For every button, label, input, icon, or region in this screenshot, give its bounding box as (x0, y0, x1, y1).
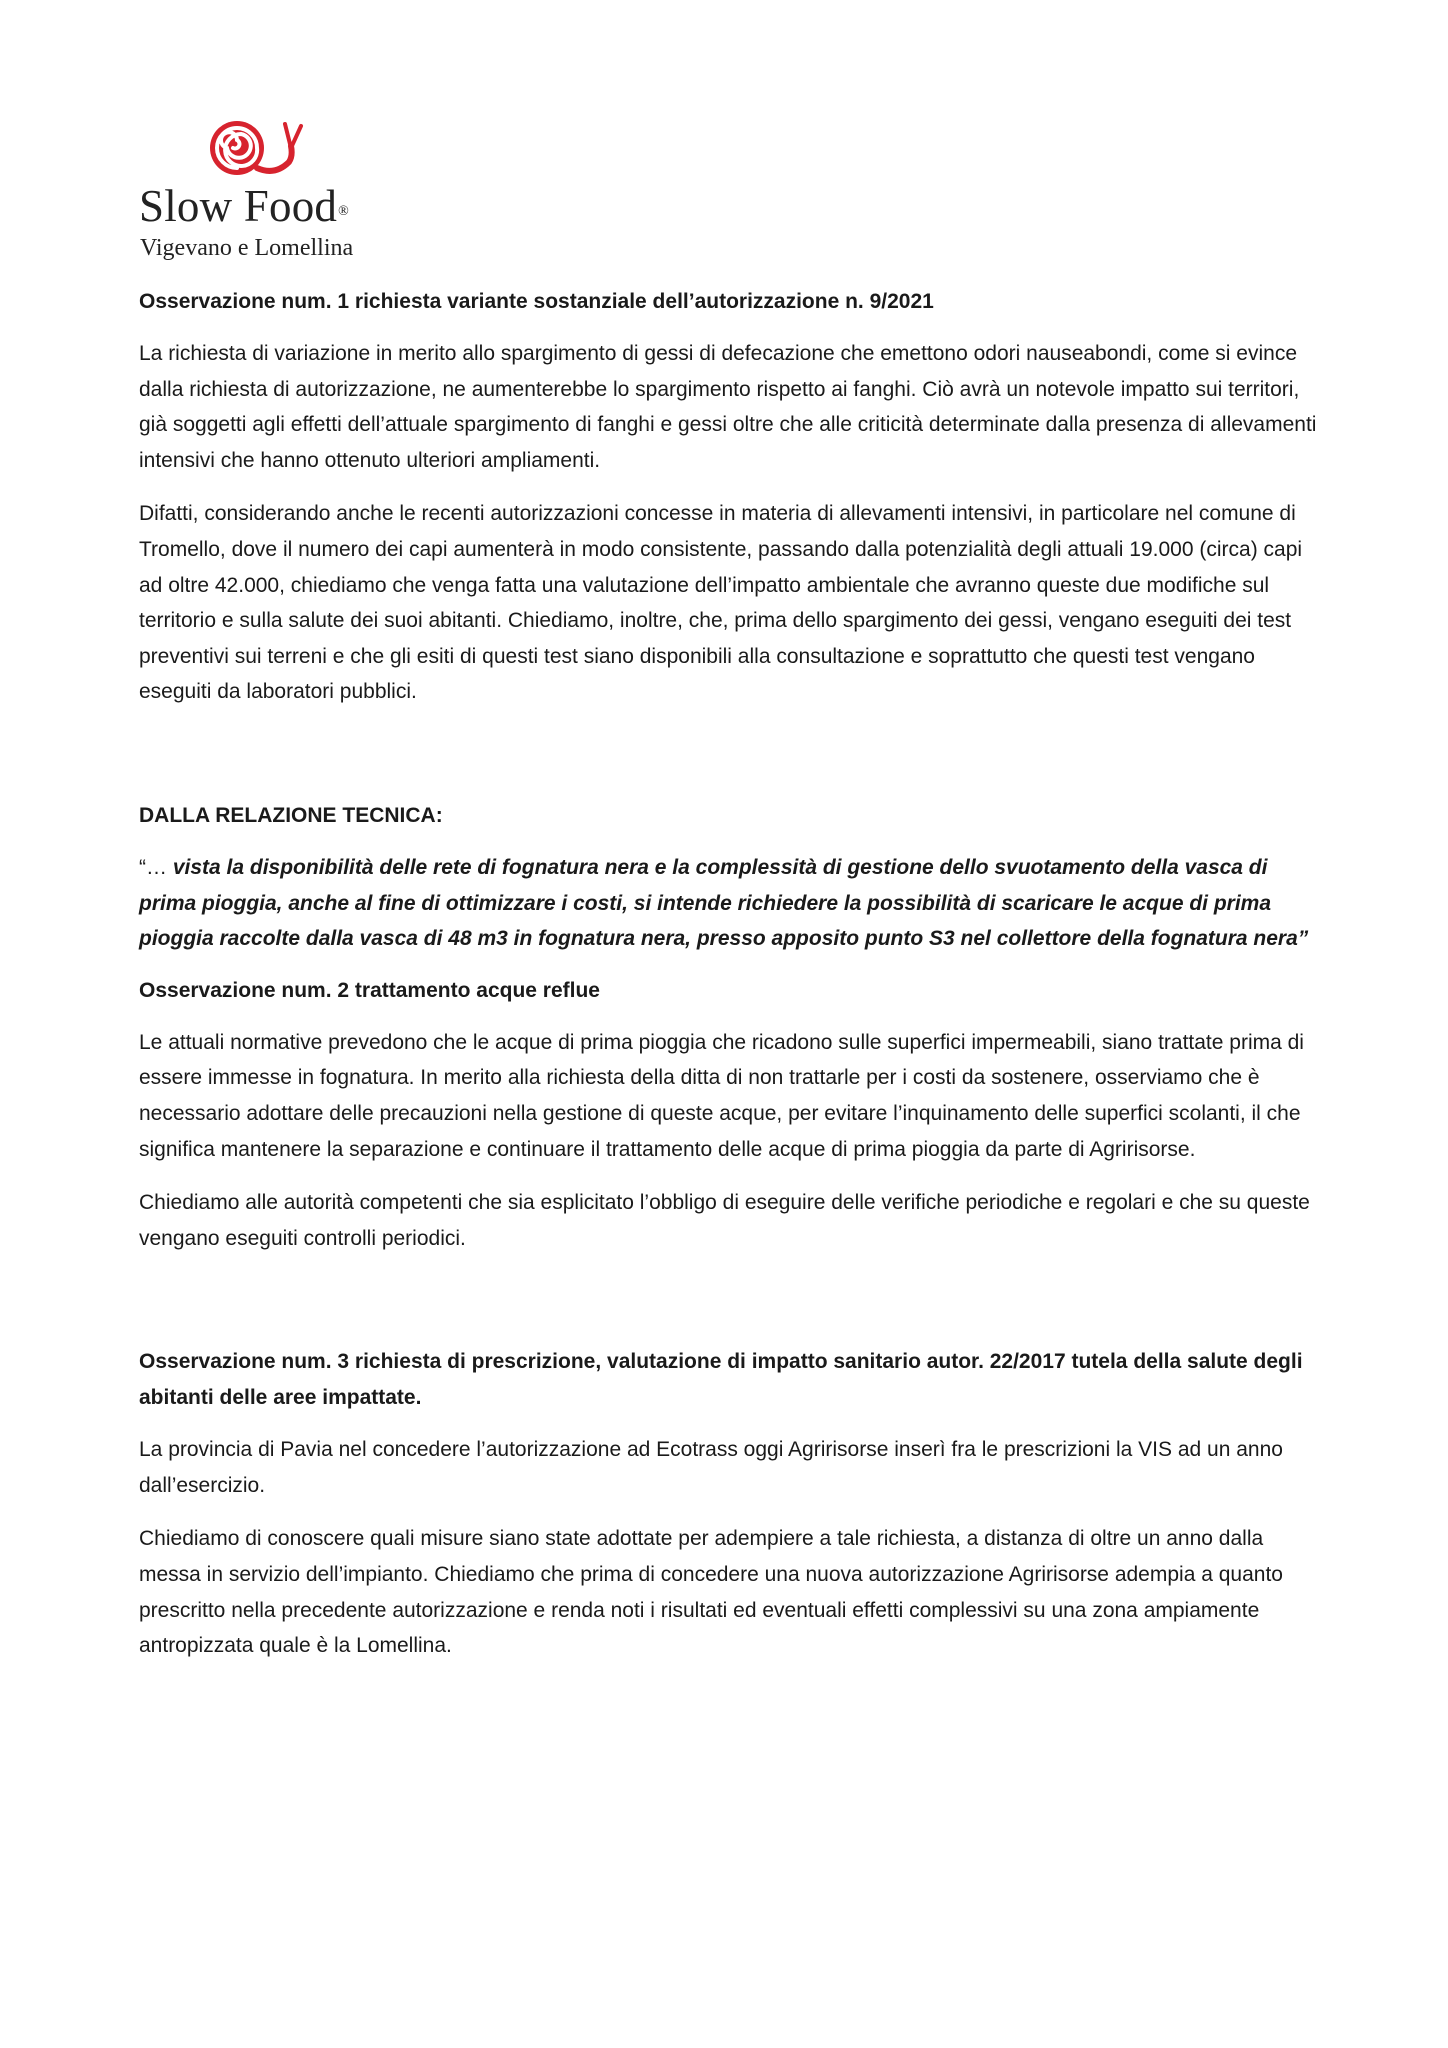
technical-report-heading: DALLA RELAZIONE TECNICA: (139, 803, 443, 827)
observation-2-paragraph-2: Chiediamo alle autorità competenti che sia esplicitato l’obbligo di eseguire delle verifiche periodiche e regolari e che su queste vengano eseguiti controlli periodici. (139, 1191, 1310, 1250)
technical-report-quote (139, 850, 1329, 957)
observation-2-paragraph-1: Le attuali normative prevedono che le acque di prima pioggia che ricadono sulle superfici impermeabili, siano trattate prima di essere immesse in fognatura. In merito alla richiesta della ditta di non trattarle per i costi da sostenere, osserviamo che è necessario adottare delle precauzioni nella gestione di queste acque, per evitare l’inquinamento delle superfici scolanti, il che significa mantenere la separazione e continuare il trattamento delle acque di prima pioggia da parte di Agririsorse. (139, 1030, 1304, 1161)
document-body (139, 284, 1329, 1664)
slow-food-logo (139, 116, 399, 266)
quote-opening: “… (139, 855, 173, 879)
snail-icon (205, 116, 305, 180)
observation-3-heading: Osservazione num. 3 richiesta di prescrizione, valutazione di impatto sanitario autor. 22/2017 tutela della salute degli abitanti delle aree impattate. (139, 1350, 1303, 1410)
observation-1-paragraph-1: La richiesta di variazione in merito allo spargimento di gessi di defecazione che emettono odori nauseabondi, come si evince dalla richiesta di autorizzazione, ne aumenterebbe lo spargimento rispetto ai fanghi. Ciò avrà un notevole impatto sui territori, già soggetti agli effetti dell’attuale spargimento di fanghi e gessi oltre che alle criticità determinate dalla presenza di allevamenti intensivi che hanno ottenuto ulteriori ampliamenti. (139, 342, 1317, 472)
observation-3-paragraph-2: Chiediamo di conoscere quali misure siano state adottate per adempiere a tale richiesta, a distanza di oltre un anno dalla messa in servizio dell’impianto. Chiediamo che prima di concedere una nuova autorizzazione Agririsorse adempia a quanto prescritto nella precedente autorizzazione e renda noti i risultati ed eventuali effetti complessivi su una zona ampiamente antropizzata quale è la Lomellina. (139, 1527, 1283, 1658)
observation-2-heading: Osservazione num. 2 trattamento acque reflue (139, 978, 600, 1002)
observation-3-paragraph-1: La provincia di Pavia nel concedere l’autorizzazione ad Ecotrass oggi Agririsorse inserì fra le prescrizioni la VIS ad un anno dall’esercizio. (139, 1438, 1283, 1497)
quote-text: vista la disponibilità delle rete di fognatura nera e la complessità di gestione dello svuotamento della vasca di prima pioggia, anche al fine di ottimizzare i costi, si intende richiedere la possibilità di scaricare le acque di prima pioggia raccolte dalla vasca di 48 m3 in fognatura nera, presso apposito punto S3 nel collettore della fognatura nera” (139, 855, 1309, 951)
logo-wordmark: Slow Food® (139, 181, 349, 231)
logo-subtitle: Vigevano e Lomellina (140, 235, 354, 261)
observation-1-heading: Osservazione num. 1 richiesta variante sostanziale dell’autorizzazione n. 9/2021 (139, 290, 934, 313)
observation-1-paragraph-2: Difatti, considerando anche le recenti autorizzazioni concesse in materia di allevamenti intensivi, in particolare nel comune di Tromello, dove il numero dei capi aumenterà in modo consistente, passando dalla potenzialità degli attuali 19.000 (circa) capi ad oltre 42.000, chiediamo che venga fatta una valutazione dell’impatto ambientale che avranno queste due modifiche sul territorio e sulla salute dei suoi abitanti. Chiediamo, inoltre, che, prima dello spargimento dei gessi, vengano eseguiti dei test preventivi sui terreni e che gli esiti di questi test siano disponibili alla consultazione e soprattutto che questi test vengano eseguiti da laboratori pubblici. (139, 502, 1303, 704)
